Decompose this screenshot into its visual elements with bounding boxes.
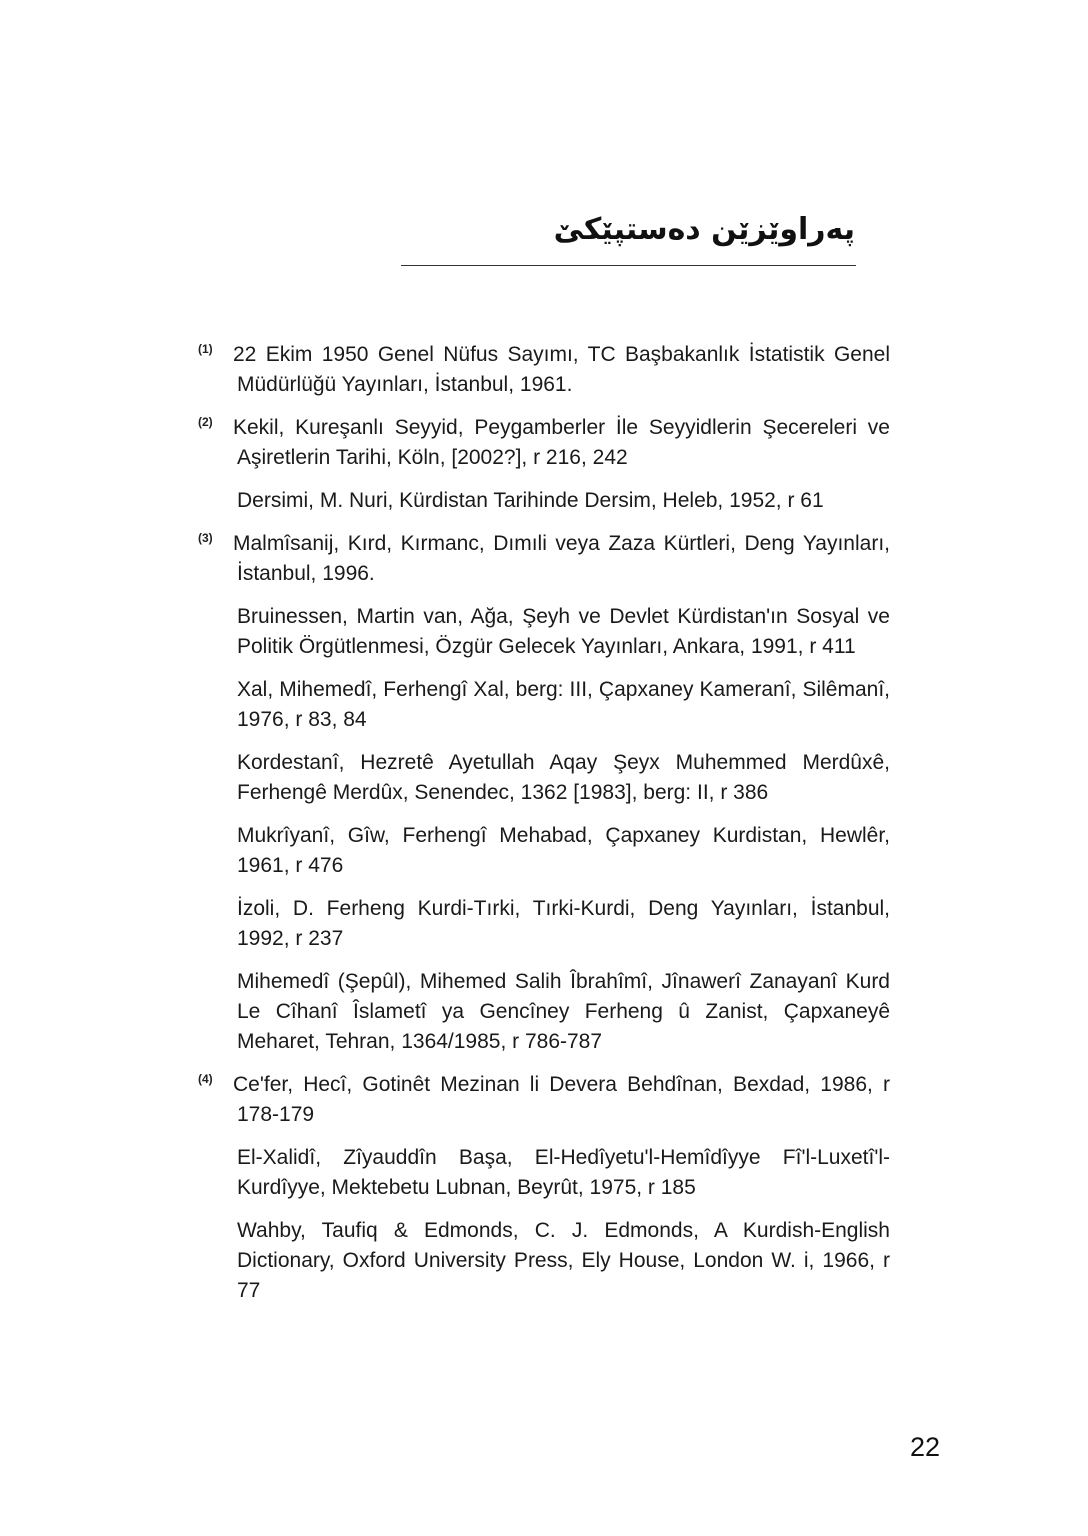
reference-entry: Kordestanî, Hezretê Ayetullah Aqay Şeyx Muhemmed Merdûxê, Ferhengê Merdûx, Senendec, 1362 [1983], berg: II, r 386 xyxy=(237,751,890,804)
footnote-group xyxy=(198,1070,890,1306)
footnote-group xyxy=(198,529,890,1057)
footnote-marker: (4) xyxy=(198,1072,213,1086)
footnote-marker: (2) xyxy=(198,415,213,429)
footnote-marker: (3) xyxy=(198,531,213,545)
reference-entry: Bruinessen, Martin van, Ağa, Şeyh ve Devlet Kürdistan'ın Sosyal ve Politik Örgütlenmesi, Özgür Gelecek Yayınları, Ankara, 1991, r 411 xyxy=(237,605,890,658)
reference-entry: İzoli, D. Ferheng Kurdi-Tırki, Tırki-Kurdi, Deng Yayınları, İstanbul, 1992, r 237 xyxy=(237,897,890,950)
reference-entry: Mihemedî (Şepûl), Mihemed Salih Îbrahîmî, Jînawerî Zanayanî Kurd Le Cîhanî Îslametî ya Gencîney Ferheng û Zanist, Çapxaneyê Meharet, Tehran, 1364/1985, r 786-787 xyxy=(237,970,890,1053)
page-number: 22 xyxy=(909,1432,940,1462)
reference-entry: 22 Ekim 1950 Genel Nüfus Sayımı, TC Başbakanlık İstatistik Genel Müdürlüğü Yayınları, İstanbul, 1961. xyxy=(233,343,890,396)
reference-entry: Wahby, Taufiq & Edmonds, C. J. Edmonds, A Kurdish-English Dictionary, Oxford University Press, Ely House, London W. i, 1966, r 77 xyxy=(237,1219,890,1302)
footnote-group xyxy=(198,340,890,400)
reference-entry: Kekil, Kureşanlı Seyyid, Peygamberler İle Seyyidlerin Şecereleri ve Aşiretlerin Tarihi, Köln, [2002?], r 216, 242 xyxy=(233,416,890,469)
footnote-group xyxy=(198,413,890,516)
reference-entry: Ce'fer, Hecî, Gotinêt Mezinan li Devera Behdînan, Bexdad, 1986, r 178-179 xyxy=(233,1073,890,1126)
reference-entry: Mukrîyanî, Gîw, Ferhengî Mehabad, Çapxaney Kurdistan, Hewlêr, 1961, r 476 xyxy=(237,824,890,877)
reference-entry: Malmîsanij, Kırd, Kırmanc, Dımıli veya Zaza Kürtleri, Deng Yayınları, İstanbul, 1996. xyxy=(233,532,890,585)
reference-entry: El-Xalidî, Zîyauddîn Başa, El-Hedîyetu'l-Hemîdîyye Fî'l-Luxetî'l-Kurdîyye, Mektebetu Lubnan, Beyrût, 1975, r 185 xyxy=(237,1146,890,1199)
footnote-marker: (1) xyxy=(198,342,213,356)
reference-entry: Xal, Mihemedî, Ferhengî Xal, berg: III, Çapxaney Kameranî, Silêmanî, 1976, r 83, 84 xyxy=(237,678,890,731)
reference-entry: Dersimi, M. Nuri, Kürdistan Tarihinde Dersim, Heleb, 1952, r 61 xyxy=(237,489,824,512)
heading-divider xyxy=(401,265,856,266)
footnotes-list xyxy=(198,340,890,1319)
section-heading: پەراوێزێن دەستپێكێ xyxy=(553,212,855,247)
